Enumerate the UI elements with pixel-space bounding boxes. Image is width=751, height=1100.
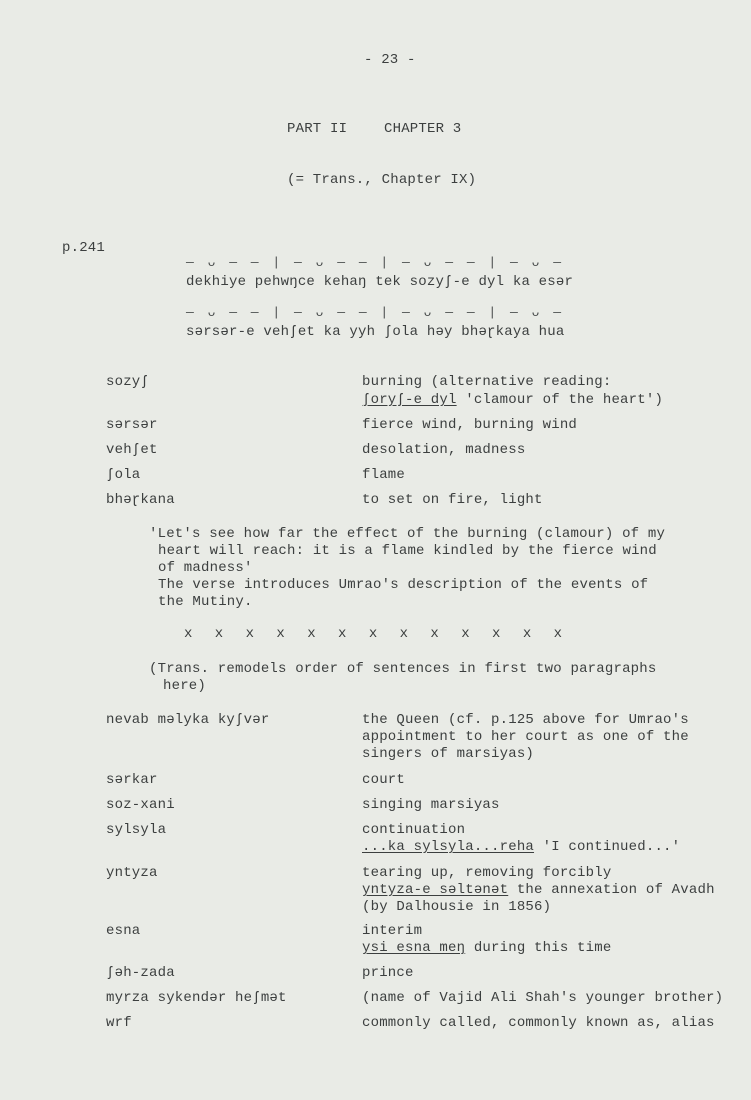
gloss-underlined-phrase: yntyza-e səltənət <box>362 882 509 898</box>
gloss-term: bhəɽkana <box>106 492 175 508</box>
verse-line-1: dekhiye pehwŋce kehaŋ tek sozyʃ-e dyl ka esər <box>186 274 574 290</box>
gloss-term: wrf <box>106 1015 132 1031</box>
verse-line-2: sərsər-e vehʃet ka yyh ʃola həy bhəɽkaya hua <box>186 324 565 340</box>
translation-line: the Mutiny. <box>158 594 253 610</box>
gloss-definition: to set on fire, light <box>362 492 543 508</box>
gloss-definition: commonly called, commonly known as, alias <box>362 1015 715 1031</box>
gloss-definition-cont: singers of marsiyas) <box>362 746 535 762</box>
gloss-definition: tearing up, removing forcibly <box>362 865 612 881</box>
gloss-definition: desolation, madness <box>362 442 526 458</box>
gloss-term: yntyza <box>106 865 158 881</box>
gloss-definition-rest: the annexation of Avadh <box>508 882 715 898</box>
editorial-note: here) <box>163 678 207 694</box>
section-separator: x x x x x x x x x x x x x <box>184 626 563 642</box>
translation-line: of madness' <box>158 560 253 576</box>
gloss-definition-cont: (by Dalhousie in 1856) <box>362 899 552 915</box>
gloss-term: ʃəh-zada <box>106 965 175 981</box>
gloss-definition: court <box>362 772 406 788</box>
gloss-term: esna <box>106 923 141 939</box>
gloss-definition-cont: appointment to her court as one of the <box>362 729 689 745</box>
page-reference: p.241 <box>62 240 106 256</box>
gloss-definition: prince <box>362 965 414 981</box>
editorial-note: (Trans. remodels order of sentences in first two paragraphs <box>149 661 657 677</box>
gloss-definition: continuation <box>362 822 466 838</box>
gloss-definition: burning (alternative reading: <box>362 374 612 390</box>
gloss-term: myrza sykendər heʃmət <box>106 990 287 1006</box>
gloss-definition-cont <box>362 940 611 957</box>
gloss-underlined-phrase: ...ka sylsyla...reha <box>362 839 535 855</box>
gloss-term: sərsər <box>106 417 158 433</box>
gloss-definition: the Queen (cf. p.125 above for Umrao's <box>362 712 689 728</box>
gloss-definition: fierce wind, burning wind <box>362 417 578 433</box>
gloss-term: vehʃet <box>106 442 158 458</box>
gloss-definition-cont <box>362 839 680 856</box>
verse-meter-1: — ᴗ — — | — ᴗ — — | — ᴗ — — | — ᴗ — <box>186 255 565 270</box>
translation-line: heart will reach: it is a flame kindled by the fierce wind <box>158 543 657 559</box>
gloss-term: sozyʃ <box>106 374 150 390</box>
gloss-term: ʃola <box>106 467 141 483</box>
gloss-definition-rest: 'clamour of the heart') <box>456 392 664 408</box>
translation-line: 'Let's see how far the effect of the burning (clamour) of my <box>149 526 666 542</box>
translation-line: The verse introduces Umrao's description of the events of <box>158 577 649 593</box>
gloss-underlined-phrase: ysi esna meŋ <box>362 940 466 956</box>
gloss-term: soz-xani <box>106 797 175 813</box>
gloss-definition: singing marsiyas <box>362 797 500 813</box>
gloss-definition-rest: 'I continued...' <box>534 839 681 855</box>
gloss-term: nevab məlyka kyʃvər <box>106 712 270 728</box>
gloss-underlined-phrase: ʃoryʃ-e dyl <box>362 392 457 408</box>
chapter-heading: CHAPTER 3 <box>384 121 462 137</box>
gloss-definition-cont <box>362 882 715 899</box>
gloss-definition-cont <box>362 392 663 409</box>
gloss-term: sylsyla <box>106 822 167 838</box>
gloss-definition: flame <box>362 467 406 483</box>
gloss-definition: (name of Vajid Ali Shah's younger brother) <box>362 990 724 1006</box>
gloss-definition: interim <box>362 923 423 939</box>
page-number: - 23 - <box>364 52 416 68</box>
part-heading: PART II <box>287 121 348 137</box>
gloss-term: sərkar <box>106 772 158 788</box>
verse-meter-2: — ᴗ — — | — ᴗ — — | — ᴗ — — | — ᴗ — <box>186 305 565 320</box>
gloss-definition-rest: during this time <box>465 940 612 956</box>
translation-reference: (= Trans., Chapter IX) <box>287 172 477 188</box>
